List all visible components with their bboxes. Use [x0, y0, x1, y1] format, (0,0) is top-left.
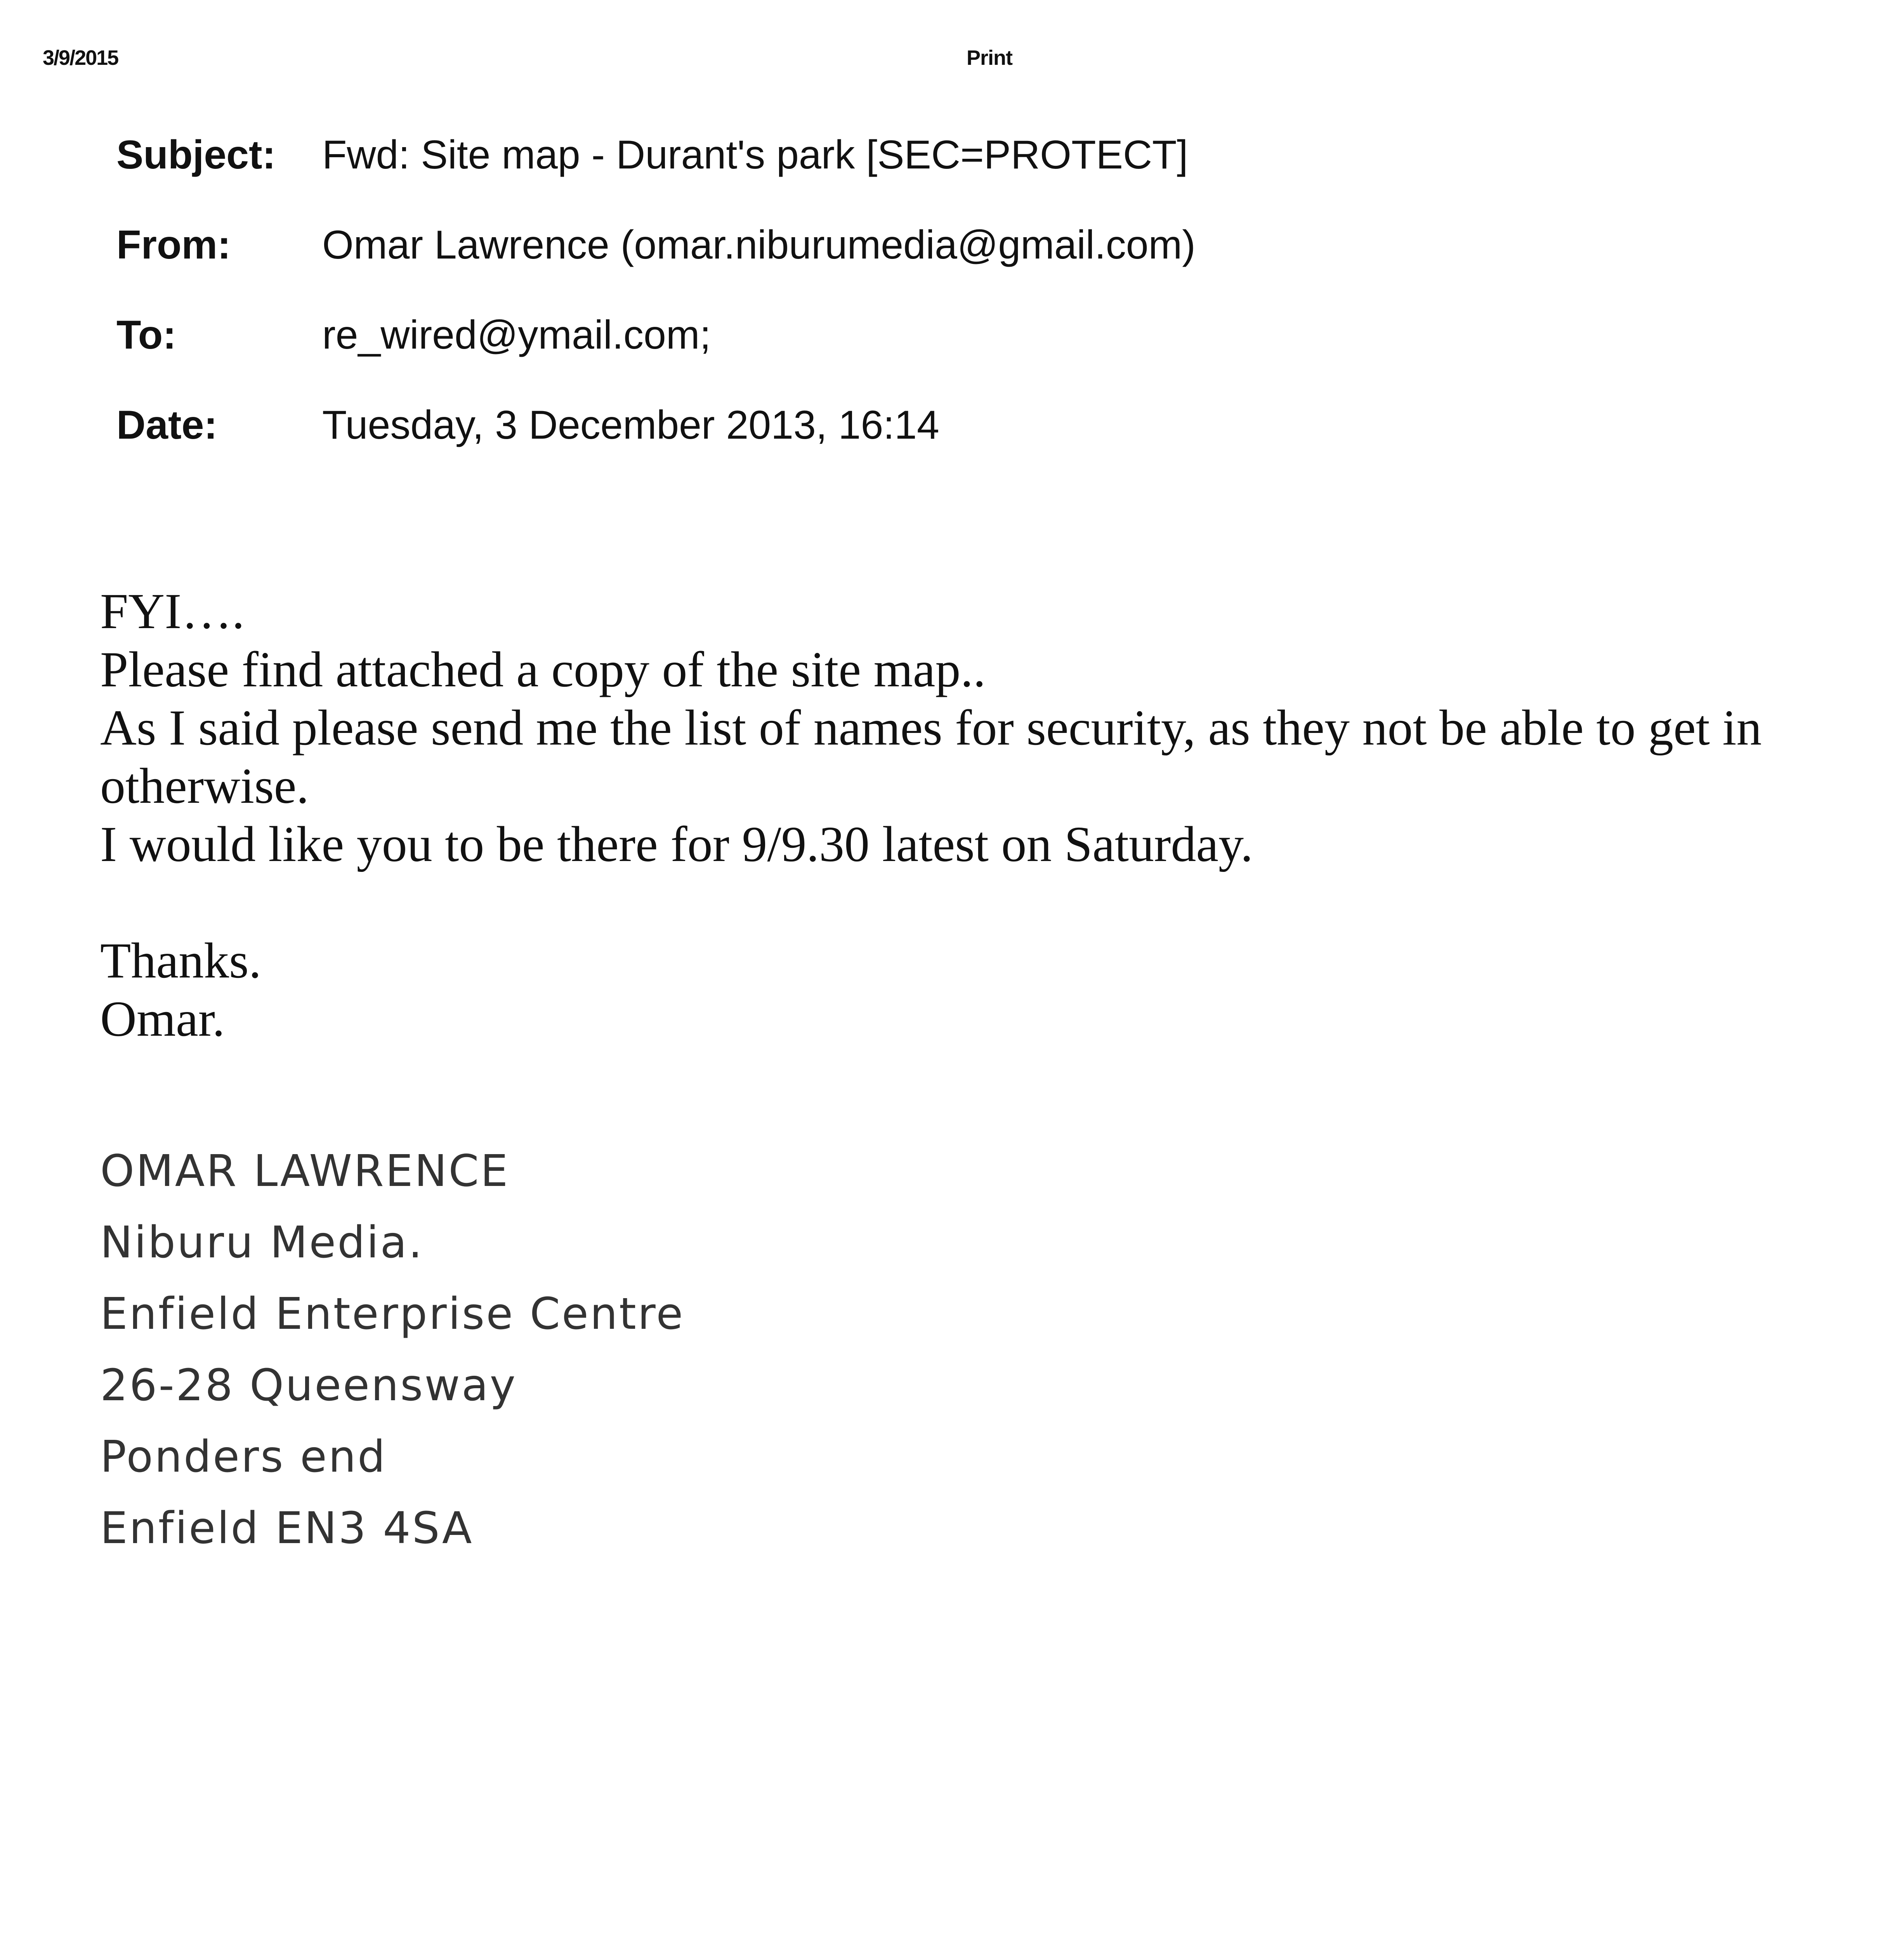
signature-area: Ponders end	[100, 1432, 387, 1482]
from-value: Omar Lawrence (omar.niburumedia@gmail.com)	[322, 222, 1196, 267]
print-date: 3/9/2015	[43, 46, 118, 69]
to-label: To:	[116, 313, 176, 358]
body-line-arrival: I would like you to be there for 9/9.30 latest on Saturday.	[100, 816, 1253, 872]
date-value: Tuesday, 3 December 2013, 16:14	[322, 403, 939, 448]
body-line-attachment: Please find attached a copy of the site map..	[100, 642, 986, 698]
signature-building: Enfield Enterprise Centre	[100, 1289, 685, 1339]
signature-block	[100, 1135, 684, 1564]
print-title: Print	[967, 46, 1013, 69]
signature-name: OMAR LAWRENCE	[100, 1146, 510, 1196]
signature-company: Niburu Media.	[100, 1217, 424, 1268]
from-label: From:	[116, 222, 231, 267]
body-gap	[100, 873, 1769, 932]
body-sender-name: Omar.	[100, 991, 225, 1047]
subject-label: Subject:	[116, 132, 276, 177]
signature-city: Enfield EN3 4SA	[100, 1503, 474, 1554]
body-line-fyi: FYI….	[100, 583, 245, 639]
email-body	[100, 582, 1769, 1048]
body-thanks: Thanks.	[100, 933, 262, 989]
signature-street: 26-28 Queensway	[100, 1360, 517, 1411]
subject-value: Fwd: Site map - Durant's park [SEC=PROTECT]	[322, 132, 1188, 177]
body-line-security: As I said please send me the list of names for security, as they not be able to get in otherwise.	[100, 700, 1762, 814]
date-label: Date:	[116, 403, 218, 448]
to-value: re_wired@ymail.com;	[322, 313, 711, 358]
